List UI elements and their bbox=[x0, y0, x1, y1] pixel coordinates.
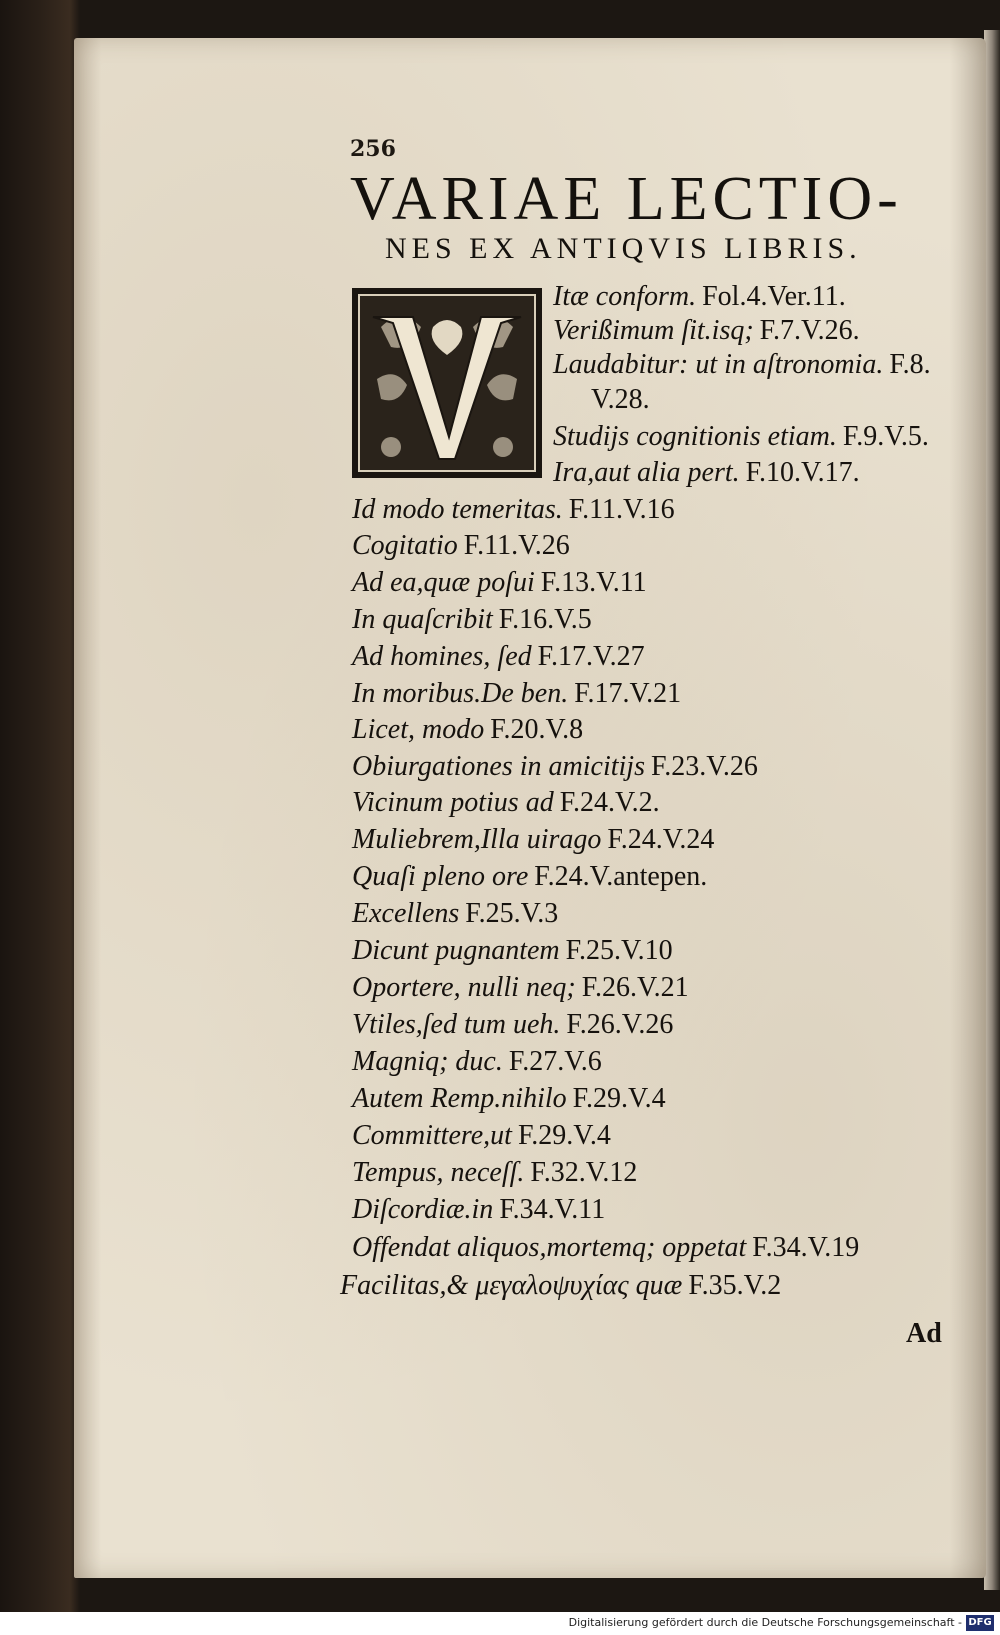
entry-27: Facilitas,& μεγαλοψυχίας quæ F.35.V.2 bbox=[340, 1270, 782, 1301]
entry-9: In quaſcribit F.16.V.5 bbox=[352, 604, 592, 635]
entry-1: Itæ conform. Fol.4.Ver.11. bbox=[553, 281, 846, 312]
dfg-logo-icon[interactable]: DFG bbox=[966, 1615, 994, 1631]
entry-25: Diſcordiæ.in F.34.V.11 bbox=[352, 1194, 606, 1225]
entry-21: Magniq; duc. F.27.V.6 bbox=[352, 1046, 602, 1077]
entry-7: Cogitatio F.11.V.26 bbox=[352, 530, 570, 561]
entry-3: Laudabitur: ut in aſtronomia. F.8. bbox=[553, 349, 931, 380]
entry-11: In moribus.De ben. F.17.V.21 bbox=[352, 678, 682, 709]
title-line-2: NES EX ANTIQVIS LIBRIS. bbox=[385, 232, 862, 265]
entry-24: Tempus, neceſſ. F.32.V.12 bbox=[352, 1157, 638, 1188]
title-line-1: VARIAE LECTIO- bbox=[350, 165, 903, 233]
entry-22: Autem Remp.nihilo F.29.V.4 bbox=[352, 1083, 666, 1114]
entry-2: Verißimum ſit.isq; F.7.V.26. bbox=[553, 315, 860, 346]
entry-23: Committere,ut F.29.V.4 bbox=[352, 1120, 611, 1151]
entry-8: Ad ea,quæ poſui F.13.V.11 bbox=[352, 567, 647, 598]
entry-20: Vtiles,ſed tum ueh. F.26.V.26 bbox=[352, 1009, 674, 1040]
entry-16: Quaſi pleno ore F.24.V.antepen. bbox=[352, 861, 708, 892]
page-number: 256 bbox=[350, 136, 396, 162]
footer-bar bbox=[0, 1612, 1000, 1635]
entry-5: Ira,aut alia pert. F.10.V.17. bbox=[553, 457, 860, 488]
page-edge bbox=[984, 30, 1000, 1590]
entry-18: Dicunt pugnantem F.25.V.10 bbox=[352, 935, 673, 966]
entry-10: Ad homines, ſed F.17.V.27 bbox=[352, 641, 645, 672]
drop-cap-svg bbox=[351, 287, 543, 479]
ornamental-initial-icon bbox=[351, 287, 543, 479]
entry-4: Studijs cognitionis etiam. F.9.V.5. bbox=[553, 421, 929, 452]
entry-14: Vicinum potius ad F.24.V.2. bbox=[352, 787, 660, 818]
entry-17: Excellens F.25.V.3 bbox=[352, 898, 559, 929]
entry-12: Licet, modo F.20.V.8 bbox=[352, 714, 584, 745]
flower-right bbox=[493, 437, 513, 457]
entry-19: Oportere, nulli neq; F.26.V.21 bbox=[352, 972, 689, 1003]
entry-6: Id modo temeritas. F.11.V.16 bbox=[352, 494, 675, 525]
flower-left bbox=[381, 437, 401, 457]
entry-26: Offendat aliquos,mortemq; oppetat F.34.V.19 bbox=[352, 1232, 860, 1263]
entry-15: Muliebrem,Illa uirago F.24.V.24 bbox=[352, 824, 715, 855]
footer-credit: Digitalisierung gefördert durch die Deutsche Forschungsgemeinschaft - bbox=[568, 1616, 962, 1629]
entry-3-continuation: V.28. bbox=[591, 384, 650, 415]
entry-13: Obiurgationes in amicitijs F.23.V.26 bbox=[352, 751, 758, 782]
catchword: Ad bbox=[906, 1318, 942, 1349]
